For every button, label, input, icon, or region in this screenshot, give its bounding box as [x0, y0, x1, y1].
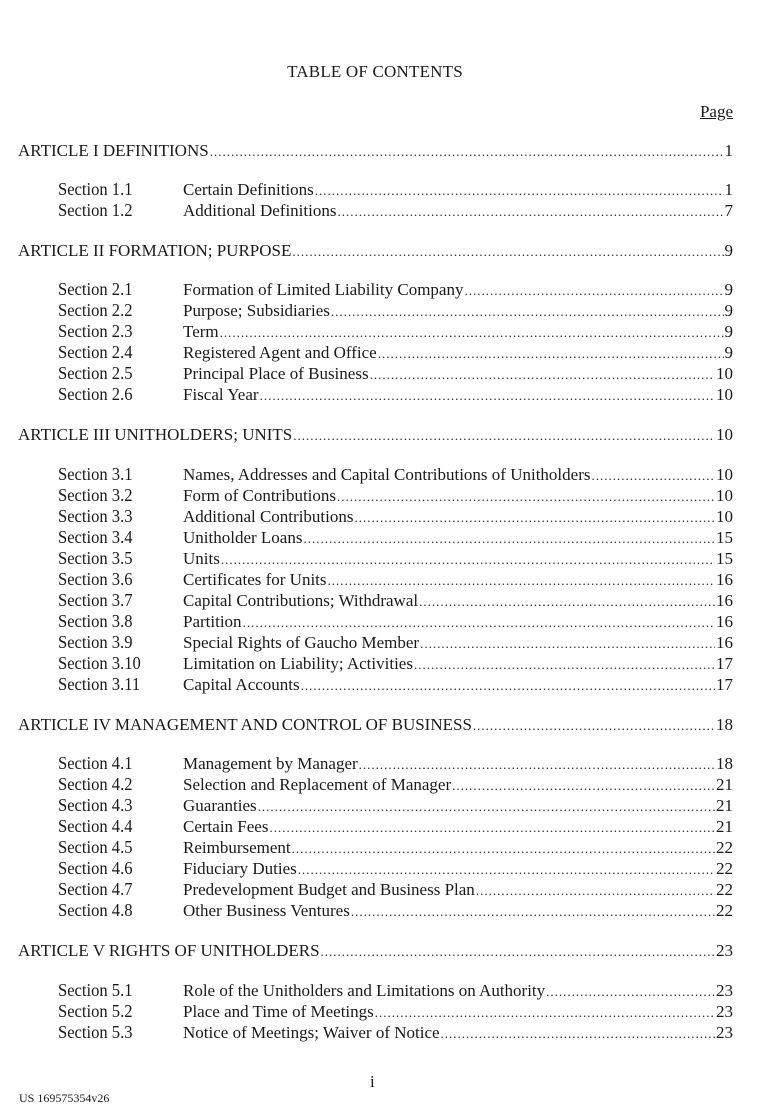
page-number: 9	[724, 343, 733, 362]
section-title: Registered Agent and Office	[183, 343, 377, 362]
section-title: Additional Contributions	[183, 507, 354, 526]
section-number: Section 5.3	[58, 1022, 133, 1042]
section-title: Role of the Unitholders and Limitations on Authority	[183, 981, 546, 1000]
dot-leader	[591, 465, 715, 486]
page-number: 18	[716, 754, 733, 773]
toc-section-4-2[interactable]	[0, 775, 778, 796]
dot-leader	[292, 838, 715, 859]
section-number: Section 4.6	[58, 858, 133, 878]
dot-leader	[315, 180, 724, 201]
toc-article-5[interactable]	[0, 941, 778, 962]
section-title: Fiscal Year	[183, 385, 259, 404]
section-number: Section 5.1	[58, 980, 133, 1000]
article-label: ARTICLE V RIGHTS OF UNITHOLDERS	[18, 941, 320, 960]
page-number: 1	[724, 180, 733, 199]
dot-leader	[210, 141, 724, 162]
page-number: 21	[716, 796, 733, 815]
toc-section-4-1[interactable]	[0, 754, 778, 775]
section-title: Certain Definitions	[183, 180, 314, 199]
section-title: Units	[183, 549, 220, 568]
section-number: Section 4.1	[58, 753, 133, 773]
dot-leader	[298, 859, 715, 880]
page-number: 23	[716, 1023, 733, 1042]
toc-section-3-9[interactable]	[0, 633, 778, 654]
page-title: TABLE OF CONTENTS	[287, 62, 463, 81]
page-number: 10	[716, 364, 733, 383]
section-title: Limitation on Liability; Activities	[183, 654, 413, 673]
dot-leader	[243, 612, 715, 633]
dot-leader	[303, 528, 715, 549]
dot-leader	[546, 981, 715, 1002]
toc-section-2-6[interactable]	[0, 385, 778, 406]
toc-section-3-3[interactable]	[0, 507, 778, 528]
toc-section-1-2[interactable]	[0, 201, 778, 222]
section-title: Predevelopment Budget and Business Plan	[183, 880, 475, 899]
toc-section-1-1[interactable]	[0, 180, 778, 201]
toc-article-1[interactable]	[0, 141, 778, 162]
toc-section-3-8[interactable]	[0, 612, 778, 633]
page-number: 9	[724, 241, 733, 260]
article-label: ARTICLE III UNITHOLDERS; UNITS	[18, 425, 293, 444]
section-title: Special Rights of Gaucho Member	[183, 633, 420, 652]
section-number: Section 4.2	[58, 774, 133, 794]
toc-section-3-4[interactable]	[0, 528, 778, 549]
section-number: Section 4.8	[58, 900, 133, 920]
page-number: 22	[716, 859, 733, 878]
dot-leader	[420, 633, 715, 654]
toc-section-4-3[interactable]	[0, 796, 778, 817]
dot-leader	[258, 796, 715, 817]
dot-leader	[441, 1023, 715, 1044]
dot-leader	[476, 880, 715, 901]
section-title: Certain Fees	[183, 817, 269, 836]
section-title: Selection and Replacement of Manager	[183, 775, 452, 794]
section-number: Section 2.5	[58, 363, 133, 383]
section-title: Partition	[183, 612, 242, 631]
section-title: Purpose; Subsidiaries	[183, 301, 330, 320]
dot-leader	[354, 507, 715, 528]
article-label: ARTICLE I DEFINITIONS	[18, 141, 209, 160]
page-number: 16	[716, 570, 733, 589]
page-number: 23	[716, 981, 733, 1000]
dot-leader	[328, 570, 715, 591]
page-number: 16	[716, 612, 733, 631]
page-column-header: Page	[699, 102, 733, 121]
section-title: Term	[183, 322, 219, 341]
toc-section-2-1[interactable]	[0, 280, 778, 301]
toc-section-3-11[interactable]	[0, 675, 778, 696]
page-number: 9	[724, 301, 733, 320]
section-number: Section 5.2	[58, 1001, 133, 1021]
section-number: Section 3.7	[58, 590, 133, 610]
toc-section-2-3[interactable]	[0, 322, 778, 343]
section-title: Formation of Limited Liability Company	[183, 280, 464, 299]
page-number: 10	[716, 507, 733, 526]
page-number: 17	[716, 675, 733, 694]
section-number: Section 2.2	[58, 300, 133, 320]
section-number: Section 3.9	[58, 632, 133, 652]
toc-section-4-5[interactable]	[0, 838, 778, 859]
page-number: 15	[716, 549, 733, 568]
section-number: Section 4.7	[58, 879, 133, 899]
section-title: Principal Place of Business	[183, 364, 369, 383]
page-number: 23	[716, 1002, 733, 1021]
dot-leader	[337, 486, 715, 507]
dot-leader	[370, 364, 715, 385]
page-number: 9	[724, 280, 733, 299]
dot-leader	[301, 675, 715, 696]
toc-article-3[interactable]	[0, 425, 778, 446]
section-number: Section 3.1	[58, 464, 133, 484]
section-title: Reimbursement	[183, 838, 291, 857]
toc-section-3-5[interactable]	[0, 549, 778, 570]
section-number: Section 4.4	[58, 816, 133, 836]
page-number: 23	[716, 941, 733, 960]
toc-article-2[interactable]	[0, 241, 778, 262]
page-number: 16	[716, 591, 733, 610]
section-number: Section 1.2	[58, 200, 133, 220]
section-number: Section 3.3	[58, 506, 133, 526]
section-number: Section 4.5	[58, 837, 133, 857]
page-number: 21	[716, 817, 733, 836]
toc-section-2-2[interactable]	[0, 301, 778, 322]
section-title: Unitholder Loans	[183, 528, 303, 547]
toc-section-3-2[interactable]	[0, 486, 778, 507]
page-number: 10	[716, 465, 733, 484]
page-number: 18	[716, 715, 733, 734]
section-title: Place and Time of Meetings	[183, 1002, 374, 1021]
section-number: Section 2.4	[58, 342, 133, 362]
dot-leader	[337, 201, 723, 222]
dot-leader	[269, 817, 715, 838]
section-title: Capital Contributions; Withdrawal	[183, 591, 419, 610]
page-number: 22	[716, 880, 733, 899]
page-number: 22	[716, 901, 733, 920]
dot-leader	[220, 322, 724, 343]
section-title: Other Business Ventures	[183, 901, 350, 920]
page-number: 9	[724, 322, 733, 341]
toc-section-2-4[interactable]	[0, 343, 778, 364]
section-number: Section 3.4	[58, 527, 133, 547]
toc-section-4-8[interactable]	[0, 901, 778, 922]
dot-leader	[321, 941, 715, 962]
dot-leader	[293, 425, 715, 446]
dot-leader	[378, 343, 724, 364]
section-title: Form of Contributions	[183, 486, 337, 505]
dot-leader	[414, 654, 715, 675]
section-title: Management by Manager	[183, 754, 358, 773]
footer-document-id: US 169575354v26	[19, 1091, 110, 1105]
section-number: Section 3.8	[58, 611, 133, 631]
dot-leader	[292, 241, 723, 262]
toc-section-4-7[interactable]	[0, 880, 778, 901]
section-number: Section 2.1	[58, 279, 133, 299]
footer-page-number: i	[370, 1072, 375, 1091]
dot-leader	[331, 301, 724, 322]
section-title: Certificates for Units	[183, 570, 327, 589]
section-title: Notice of Meetings; Waiver of Notice	[183, 1023, 440, 1042]
section-number: Section 2.6	[58, 384, 133, 404]
section-title: Capital Accounts	[183, 675, 300, 694]
toc-section-3-10[interactable]	[0, 654, 778, 675]
dot-leader	[351, 901, 715, 922]
section-title: Guaranties	[183, 796, 257, 815]
toc-section-2-5[interactable]	[0, 364, 778, 385]
section-number: Section 3.5	[58, 548, 133, 568]
toc-section-5-3[interactable]	[0, 1023, 778, 1044]
section-title: Names, Addresses and Capital Contributions of Unitholders	[183, 465, 591, 484]
page-number: 10	[716, 425, 733, 444]
toc-section-4-6[interactable]	[0, 859, 778, 880]
section-title: Additional Definitions	[183, 201, 337, 220]
dot-leader	[419, 591, 715, 612]
dot-leader	[473, 715, 715, 736]
toc-section-5-2[interactable]	[0, 1002, 778, 1023]
toc-section-3-1[interactable]	[0, 465, 778, 486]
article-label: ARTICLE II FORMATION; PURPOSE	[18, 241, 292, 260]
page-number: 7	[724, 201, 733, 220]
section-number: Section 1.1	[58, 179, 133, 199]
section-number: Section 3.10	[58, 653, 141, 673]
page-number: 21	[716, 775, 733, 794]
section-number: Section 2.3	[58, 321, 133, 341]
dot-leader	[359, 754, 715, 775]
toc-section-5-1[interactable]	[0, 981, 778, 1002]
section-number: Section 3.6	[58, 569, 133, 589]
section-number: Section 3.11	[58, 674, 141, 694]
dot-leader	[464, 280, 723, 301]
dot-leader	[260, 385, 715, 406]
page-number: 16	[716, 633, 733, 652]
page-number: 10	[716, 486, 733, 505]
page-number: 17	[716, 654, 733, 673]
toc-section-3-7[interactable]	[0, 591, 778, 612]
page-number: 22	[716, 838, 733, 857]
page-number: 15	[716, 528, 733, 547]
section-number: Section 3.2	[58, 485, 133, 505]
toc-section-4-4[interactable]	[0, 817, 778, 838]
page-number: 1	[724, 141, 733, 160]
article-label: ARTICLE IV MANAGEMENT AND CONTROL OF BUSINESS	[18, 715, 472, 734]
dot-leader	[375, 1002, 715, 1023]
dot-leader	[221, 549, 715, 570]
section-title: Fiduciary Duties	[183, 859, 297, 878]
toc-section-3-6[interactable]	[0, 570, 778, 591]
page-number: 10	[716, 385, 733, 404]
dot-leader	[452, 775, 715, 796]
toc-article-4[interactable]	[0, 715, 778, 736]
section-number: Section 4.3	[58, 795, 133, 815]
